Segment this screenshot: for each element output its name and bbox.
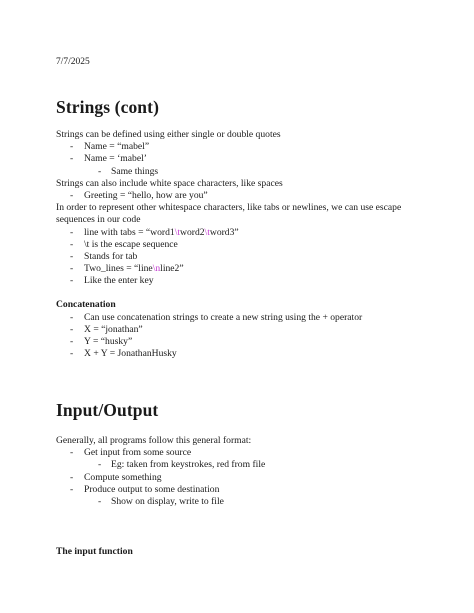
- note-date: 7/7/2025: [56, 57, 90, 67]
- paragraph-whitespace: Strings can also include white space characters, like spaces: [56, 177, 283, 189]
- bullet-dash: -: [70, 447, 74, 459]
- subheading-input-function: The input function: [56, 546, 133, 557]
- code-text: word3”: [209, 226, 239, 238]
- list-item-text: \t is the escape sequence: [84, 238, 178, 250]
- bullet-dash: -: [70, 348, 74, 360]
- list-item-text: [84, 227, 239, 238]
- list-item-text: X + Y = JonathanHusky: [84, 348, 177, 360]
- list-item: [56, 239, 426, 251]
- bullet-dash: -: [70, 275, 74, 287]
- io-section-body: [56, 435, 426, 508]
- code-text: line2”: [160, 263, 184, 275]
- bullet-dash: -: [70, 153, 74, 165]
- escape-sequence-tab: \t: [204, 226, 210, 238]
- escape-sequence-tab: \t: [174, 226, 181, 238]
- code-text: word2: [180, 226, 205, 238]
- sub-list-item: [56, 166, 426, 178]
- bullet-dash: -: [70, 250, 74, 262]
- strings-section-body: [56, 129, 426, 360]
- bullet-dash: -: [70, 189, 74, 201]
- bullet-dash: -: [70, 483, 74, 495]
- bullet-dash: -: [98, 495, 102, 507]
- bullet-dash: -: [70, 311, 74, 323]
- code-text: Two_lines = “line: [84, 263, 153, 275]
- bullet-dash: -: [70, 471, 74, 483]
- list-item: [56, 484, 426, 496]
- bullet-dash: -: [70, 263, 74, 275]
- list-item: [56, 275, 426, 287]
- list-item-text: Compute something: [84, 471, 162, 483]
- sub-list-item: [56, 496, 426, 508]
- list-item: [56, 472, 426, 484]
- list-item-text: Greeting = “hello, how are you”: [84, 189, 208, 201]
- paragraph-general-format: Generally, all programs follow this general format:: [56, 435, 252, 446]
- list-item-text: Stands for tab: [84, 250, 138, 262]
- list-item-text: Can use concatenation strings to create a new string using the + operator: [84, 311, 363, 323]
- paragraph-quotes: Strings can be defined using either single or double quotes: [56, 129, 281, 140]
- sub-list-item: [56, 459, 426, 471]
- list-item: [56, 141, 426, 153]
- heading-strings-cont: Strings (cont): [56, 97, 159, 117]
- list-item: [56, 447, 426, 459]
- list-item-text: Get input from some source: [84, 447, 192, 459]
- bullet-dash: -: [98, 459, 102, 471]
- bullet-dash: -: [70, 141, 74, 153]
- list-item: [56, 348, 426, 360]
- paragraph-escape-sequences: In order to represent other whitespace characters, like tabs or newlines, we can use escape sequences in our code: [56, 202, 402, 226]
- list-item-text: Show on display, write to file: [111, 495, 224, 507]
- escape-sequence-newline: \n: [152, 263, 161, 275]
- list-item-text: Eg: taken from keystrokes, red from file: [111, 459, 266, 471]
- list-item: [56, 263, 426, 275]
- list-item-text: X = “jonathan”: [84, 323, 143, 335]
- list-item-text: Produce output to some destination: [84, 483, 220, 495]
- spacer: [56, 287, 426, 299]
- list-item-text: Y = “husky”: [84, 336, 133, 348]
- list-item: [56, 312, 426, 324]
- heading-input-output: Input/Output: [56, 400, 159, 420]
- list-item-text: Like the enter key: [84, 275, 154, 287]
- code-text: line with tabs = “word1: [84, 226, 175, 238]
- list-item-text: [84, 263, 184, 274]
- bullet-dash: -: [98, 165, 102, 177]
- list-item: [56, 251, 426, 263]
- list-item: [56, 227, 426, 239]
- list-item-text: Name = ‘mabel’: [84, 153, 147, 165]
- bullet-dash: -: [70, 226, 74, 238]
- subheading-concatenation: Concatenation: [56, 299, 116, 311]
- list-item: [56, 190, 426, 202]
- bullet-dash: -: [70, 336, 74, 348]
- list-item-text: Same things: [111, 165, 159, 177]
- list-item: [56, 324, 426, 336]
- bullet-dash: -: [70, 323, 74, 335]
- list-item-text: Name = “mabel”: [84, 141, 150, 153]
- list-item: [56, 153, 426, 165]
- list-item: [56, 336, 426, 348]
- bullet-dash: -: [70, 238, 74, 250]
